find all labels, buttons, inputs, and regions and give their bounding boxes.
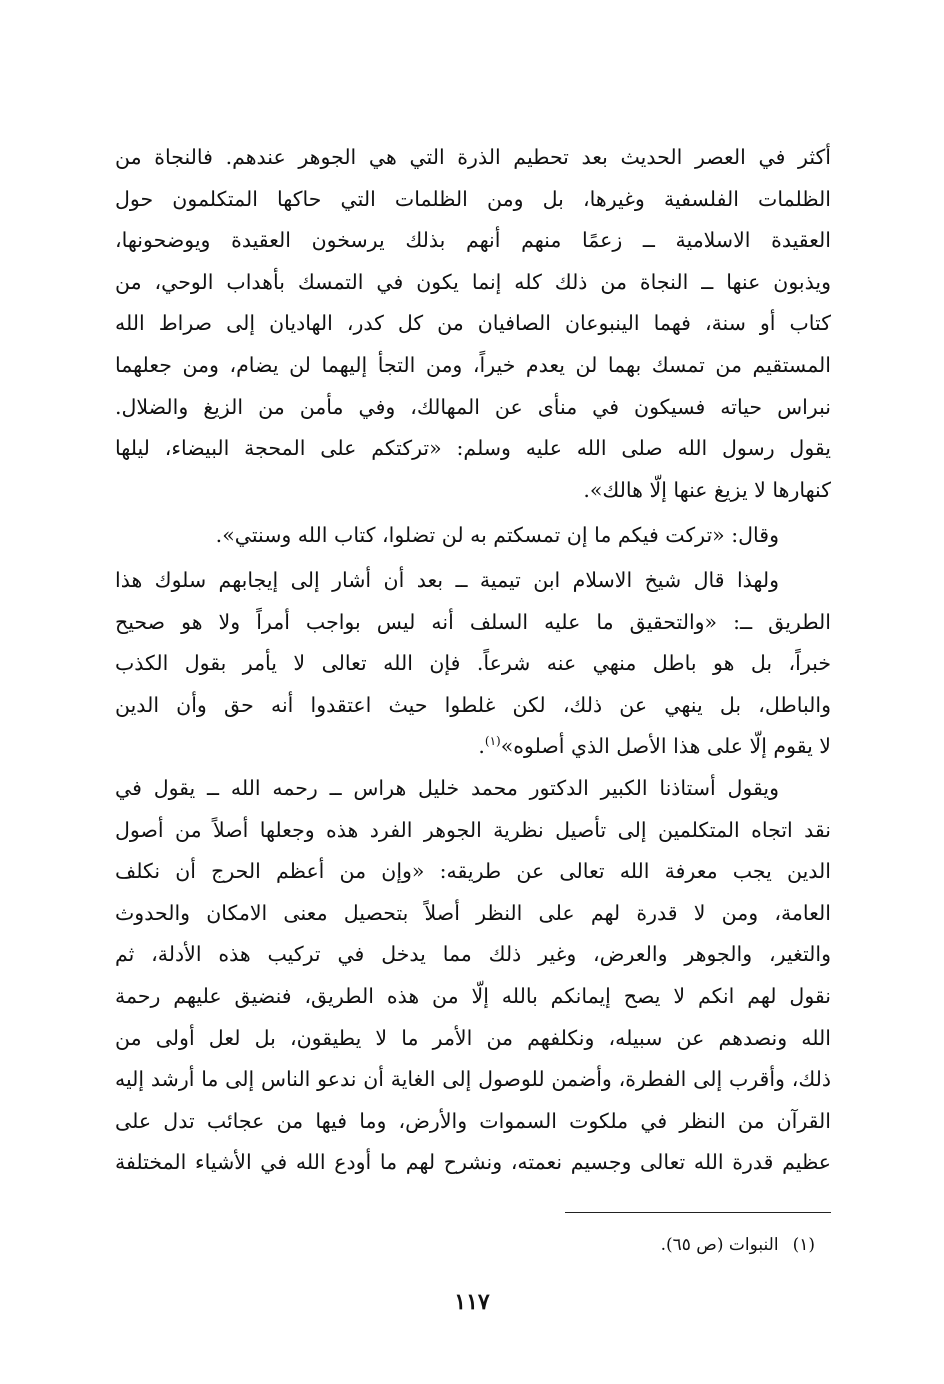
paragraph-4 xyxy=(115,768,831,1184)
footnote xyxy=(400,1225,815,1265)
text-line: الطريق ــ: «والتحقيق ما عليه السلف أنه ليس بواجب أمراً ولا هو صحيح xyxy=(115,609,831,634)
footnote-reference: (١) xyxy=(484,734,501,749)
text-line: أكثر في العصر الحديث بعد تحطيم الذرة التي هي الجوهر عندهم. فالنجاة من xyxy=(115,145,831,169)
text-line: ذلك، وأقرب إلى الفطرة، وأضمن للوصول إلى الغاية أن ندعو الناس إلى ما أرشد إليه xyxy=(115,1067,831,1092)
text-line: نبراس حياته فسيكون في منأى عن المهالك، وفي مأمن من الزيغ والضلال. xyxy=(115,394,831,419)
text-line: ويذبون عنها ــ النجاة من ذلك كله إنما يكون في التمسك بأهداب الوحي، من xyxy=(115,269,831,294)
text-line: العامة، ومن لا قدرة لهم على النظر أصلاً بتحصيل معنى الامكان والحدوث xyxy=(115,900,831,925)
text-line: الظلمات الفلسفية وغيرها، بل ومن الظلمات التي حاكها المتكلمون حول xyxy=(115,186,831,211)
paragraph-2 xyxy=(115,515,831,557)
footnote-text: النبوات (ص ٦٥). xyxy=(660,1235,779,1255)
text-line: الدين يجب معرفة الله تعالى عن طريقه: «وإن من أعظم الحرج أن نكلف xyxy=(115,859,831,884)
paragraph-3 xyxy=(115,560,831,768)
footnote-separator xyxy=(565,1212,831,1213)
paragraph-1 xyxy=(115,137,831,511)
text-line xyxy=(115,726,831,768)
text-line: والتغير، والجوهر والعرض، وغير ذلك مما يدخل في تركيب هذه الأدلة، ثم xyxy=(115,942,831,967)
text-line: المستقيم من تمسك بهما لن يعدم خيراً، ومن التجأ إليهما لن يضام، ومن جعلهما xyxy=(115,352,831,377)
text-line-content: لا يقوم إلّا على هذا الأصل الذي أصلوه» xyxy=(500,734,831,759)
text-line: نقول لهم انكم لا يصح إيمانكم بالله إلّا من هذه الطريق، فنضيق عليهم رحمة xyxy=(115,983,831,1008)
text-line: ويقول أستاذنا الكبير الدكتور محمد خليل هراس ــ رحمه الله ــ يقول في xyxy=(115,776,779,800)
text-line: وقال: «تركت فيكم ما إن تمسكتم به لن تضلوا، كتاب الله وسنتي». xyxy=(215,523,779,547)
text-line: كنهارها لا يزيغ عنها إلّا هالك». xyxy=(583,477,831,502)
sentence-end: . xyxy=(478,734,485,759)
page-number: ١١٧ xyxy=(454,1289,490,1315)
text-line: والباطل، بل ينهي عن ذلك، لكن غلطوا حيث اعتقدوا أنه حق وأن الدين xyxy=(115,692,831,717)
text-line: عظيم قدرة الله تعالى وجسيم نعمته، ونشرح لهم ما أودع الله في الأشياء المختلفة xyxy=(115,1150,831,1175)
text-line: ولهذا قال شيخ الاسلام ابن تيمية ــ بعد أن أشار إلى إيجابهم سلوك هذا xyxy=(115,568,779,592)
text-line: القرآن من النظر في ملكوت السموات والأرض، وما فيها من عجائب تدل على xyxy=(115,1108,831,1133)
text-line: يقول رسول الله صلى الله عليه وسلم: «تركتكم على المحجة البيضاء، ليلها xyxy=(115,436,831,461)
text-line: خبراً، بل هو باطل منهي عنه شرعاً. فإن الله تعالى لا يأمر بقول الكذب xyxy=(115,651,831,676)
text-line: كتاب أو سنة، فهما الينبوعان الصافيان من كل كدر، الهاديان إلى صراط الله xyxy=(115,311,831,336)
footnote-mark: (١) xyxy=(792,1235,815,1255)
text-line: العقيدة الاسلامية ــ زعمًا منهم أنهم بذلك يرسخون العقيدة ويوضحونها، xyxy=(115,228,831,253)
text-line: نقد اتجاه المتكلمين إلى تأصيل نظرية الجوهر الفرد هذه وجعلها أصلاً من أصول xyxy=(115,817,831,842)
text-line: الله ونصدهم عن سبيله، ونكلفهم من الأمر ما لا يطيقون، بل لعل أولى من xyxy=(115,1025,831,1050)
